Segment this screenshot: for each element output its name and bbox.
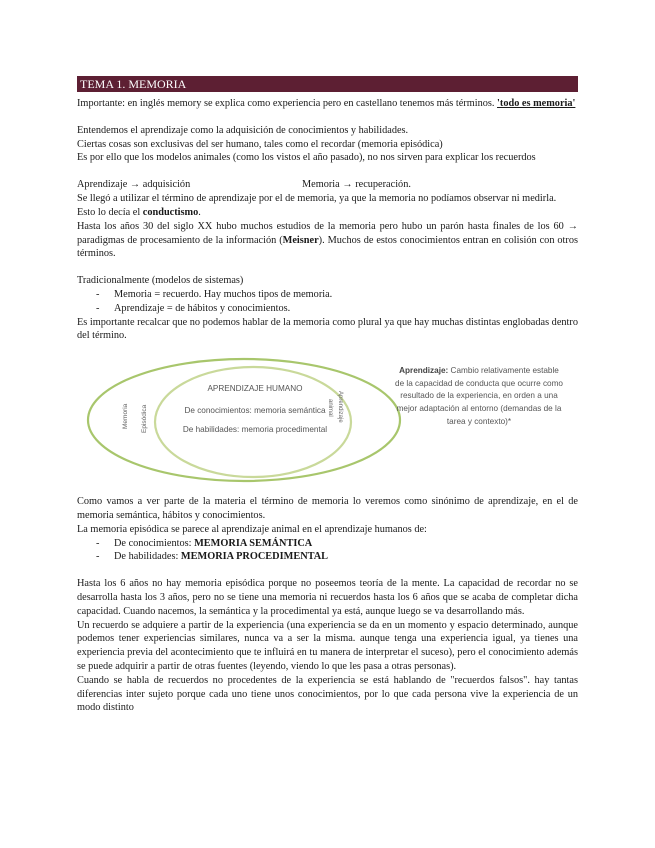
diagram-line-2: De habilidades: memoria procedimental xyxy=(182,425,328,435)
memory-diagram-figure xyxy=(77,349,578,489)
paragraph: Hasta los 6 años no hay memoria episódica porque no poseemos teoría de la mente. La capacidad de recordar no se desarrolla hasta los 3 años, pero no se tiene una memoria ni recuerdos hasta los 6 años que se acaba de completar dicha capacidad. Cuando nacemos, la semántica y la procedimental ya está, aunque luego se va desarrollando más. xyxy=(77,578,578,617)
bold-term: MEMORIA SEMÁNTICA xyxy=(194,537,313,549)
learning-definition-note xyxy=(395,365,563,428)
pair-left: Aprendizaje → adquisición xyxy=(77,179,191,191)
diagram-line-1: De conocimientos: memoria semántica xyxy=(184,406,326,416)
list-item-text: Aprendizaje = de hábitos y conocimientos. xyxy=(114,302,291,314)
pair-right: Memoria → recuperación. xyxy=(302,179,411,191)
models-list xyxy=(77,288,578,316)
outer-ellipse xyxy=(88,359,400,481)
intro-paragraph xyxy=(77,97,578,111)
intro-emphasis: 'todo es memoria' xyxy=(497,98,576,109)
paragraph: Es por ello que los modelos animales (como los vistos el año pasado), no nos sirven para explicar los recuerdos xyxy=(77,152,536,164)
list-item: - Aprendizaje = de hábitos y conocimientos. xyxy=(96,302,291,314)
text: Hasta los años 30 del siglo XX hubo muchos estudios de la memoria pero hubo un parón hasta finales de los 60 → paradigmas de procesamiento de la información ( xyxy=(77,220,578,246)
diagram-center-title: APRENDIZAJE HUMANO xyxy=(207,384,303,394)
list-item-text: Memoria = recuerdo. Hay muchos tipos de memoria. xyxy=(114,288,333,300)
text: ). Muchos de estos conocimientos entran en colisión con otros términos. xyxy=(77,234,578,260)
text: De conocimientos: xyxy=(114,537,195,549)
note-label: Aprendizaje: xyxy=(399,366,449,376)
note-text: Cambio relativamente estable de la capacidad de conducta que ocurre como resultado de la experiencia, en orden a una mejor adaptación al entorno (demandas de la tarea y contexto)* xyxy=(395,366,563,426)
paragraph xyxy=(77,220,578,261)
bold-term: conductismo xyxy=(142,206,199,218)
types-list xyxy=(77,537,578,565)
text: Esto lo decía el xyxy=(77,206,143,218)
text: . xyxy=(198,206,201,218)
paragraph: Es importante recalcar que no podemos hablar de la memoria como plural ya que hay muchas distintas englobadas dentro del término. xyxy=(77,316,578,342)
bold-term: Meisner xyxy=(282,234,319,246)
models-heading: Tradicionalmente (modelos de sistemas) xyxy=(77,275,244,287)
paragraph: Cuando se habla de recuerdos no procedentes de la experiencia se está hablando de "recuerdos falsos". hay tantas diferencias inter sujeto porque cada uno tiene unos conocimientos, por lo que cada persona vive la experiencia de un modo distinto xyxy=(77,674,578,714)
list-item: - Memoria = recuerdo. Hay muchos tipos de memoria. xyxy=(96,288,333,300)
paragraph: Entendemos el aprendizaje como la adquisición de conocimientos y habilidades. xyxy=(77,124,409,136)
list-item: - De habilidades: MEMORIA PROCEDIMENTAL xyxy=(96,551,329,563)
paragraph: Como vamos a ver parte de la materia el término de memoria lo veremos como sinónimo de aprendizaje, en el de memoria semántica, hábitos y conocimientos. xyxy=(77,496,578,521)
bold-term: MEMORIA PROCEDIMENTAL xyxy=(180,551,329,563)
paragraph: Un recuerdo se adquiere a partir de la experiencia (una experiencia se da en un momento y espacio determinado, aunque podemos tener experiencias similares, nunca va a ser la misma. aunque tenga una experiencia igual, ya tienes una experiencia previa del acontecimiento que te influirá en tu manera de interpretar el suceso), pero el conocimiento además se puede adquirir a partir de otras fuentes (leyendo, viendo lo que les pasa a otras personas). xyxy=(77,619,578,672)
paragraph: Ciertas cosas son exclusivas del ser humano, tales como el recordar (memoria episódica) xyxy=(77,138,443,150)
diagram-right-outer: Aprendizaje xyxy=(337,391,343,423)
paragraph: La memoria episódica se parece al aprendizaje animal en el aprendizaje humanos de: xyxy=(77,523,427,535)
intro-lead: Importante: en inglés memory se explica como experiencia pero en castellano tenemos más términos. xyxy=(77,98,498,109)
paragraph xyxy=(77,206,578,220)
document-page xyxy=(77,76,578,715)
text: De habilidades: xyxy=(114,551,181,563)
paragraph: Se llegó a utilizar el término de aprendizaje por el de memoria, ya que la memoria no podíamos observar ni medirla. xyxy=(77,193,557,205)
list-item: - De conocimientos: MEMORIA SEMÁNTICA xyxy=(96,537,313,549)
diagram-right-inner: animal xyxy=(327,399,333,417)
diagram-left-outer: Memoria xyxy=(122,403,129,430)
learning-memory-pair xyxy=(77,178,578,192)
diagram-left-inner: Episódica xyxy=(141,404,148,434)
section-title: TEMA 1. MEMORIA xyxy=(77,76,578,92)
